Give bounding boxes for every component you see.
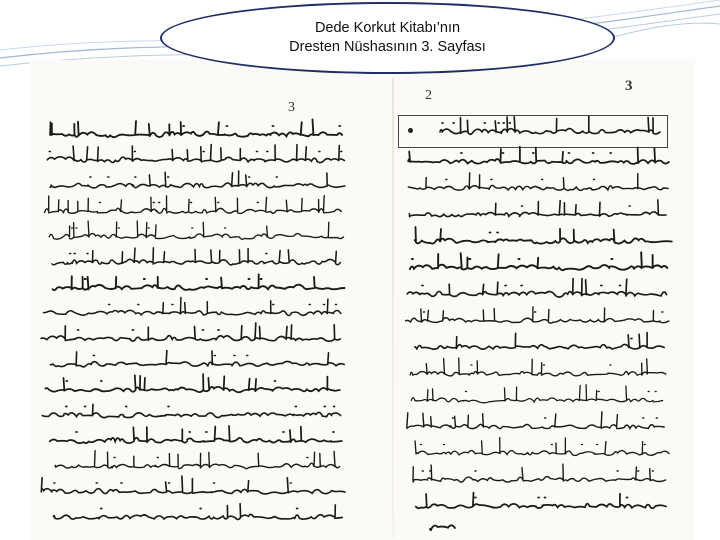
page-number-right-inner: 2	[425, 88, 432, 103]
right-page-line	[406, 307, 669, 323]
bismillah-line	[440, 116, 660, 134]
left-page-line	[45, 374, 339, 392]
page-number-right-outer: 3	[625, 78, 633, 94]
left-page-line	[52, 248, 340, 265]
right-page-line	[410, 252, 667, 270]
left-page-line	[50, 119, 342, 137]
right-page-line	[408, 147, 669, 164]
title-line-1: Dede Korkut Kitabı’nın	[314, 20, 461, 36]
right-page-line	[411, 385, 662, 403]
right-page-line	[415, 438, 669, 456]
left-page-line	[55, 451, 339, 469]
left-page-line	[50, 426, 342, 443]
left-page-line	[44, 298, 341, 316]
right-page-line	[413, 464, 666, 482]
left-page-line	[41, 323, 340, 341]
title-line-2: Dresten Nüshasının 3. Sayfası	[289, 39, 486, 55]
left-page-line	[47, 145, 344, 163]
right-page-line	[407, 412, 664, 429]
right-page-text	[406, 116, 672, 530]
left-page-line	[49, 221, 343, 239]
left-page-line	[42, 404, 340, 417]
right-page-line	[416, 493, 666, 509]
page-number-left: 3	[288, 100, 295, 115]
right-page-line	[410, 358, 666, 376]
left-page-line	[54, 504, 343, 520]
left-page-line	[53, 274, 345, 290]
left-page-line	[45, 196, 342, 214]
slide-title	[160, 2, 615, 74]
right-page-line	[407, 279, 666, 297]
left-page-line	[50, 351, 344, 367]
left-page-line	[50, 171, 345, 188]
right-page-line	[408, 173, 668, 191]
right-page-line	[409, 200, 666, 217]
left-page-text	[41, 119, 345, 519]
right-page-line	[415, 333, 664, 350]
right-page-catchword	[430, 525, 455, 530]
right-page-line	[415, 227, 672, 244]
left-page-line	[41, 476, 345, 494]
